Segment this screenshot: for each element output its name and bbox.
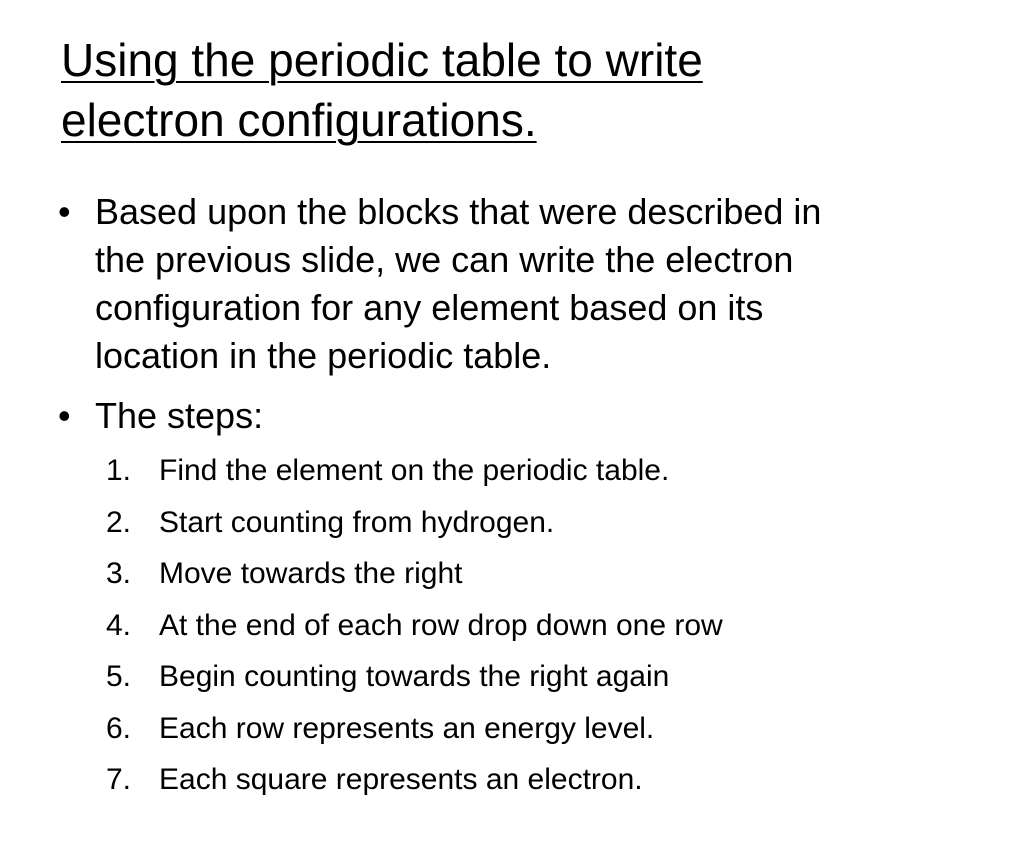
step-text: Move towards the right <box>159 557 463 590</box>
step-item-6 <box>0 708 1000 750</box>
step-number: 5. <box>106 660 132 693</box>
step-number: 1. <box>106 454 132 487</box>
bullet-marker: • <box>58 395 71 436</box>
bullet-list <box>0 188 1000 452</box>
step-item-7 <box>0 759 1000 801</box>
bullet-text-line: location in the periodic table. <box>95 335 552 376</box>
bullet-marker: • <box>58 191 71 232</box>
step-number: 2. <box>106 505 132 539</box>
slide-title <box>61 30 961 150</box>
bullet-item-steps <box>0 392 1000 440</box>
steps-list <box>0 450 1000 811</box>
step-item-4 <box>0 605 1000 647</box>
slide-title-line-1: Using the periodic table to write <box>61 34 703 86</box>
step-item-1 <box>0 450 1000 492</box>
bullet-text-line: The steps: <box>95 395 264 436</box>
step-text: Each square represents an electron. <box>159 763 643 796</box>
step-item-5 <box>0 656 1000 698</box>
bullet-text-line: the previous slide, we can write the electron <box>95 239 794 280</box>
bullet-text-line: configuration for any element based on its <box>95 287 764 328</box>
step-number: 7. <box>106 763 132 796</box>
step-text: Start counting from hydrogen. <box>159 505 555 539</box>
step-text: Begin counting towards the right again <box>159 660 670 693</box>
step-number: 4. <box>106 608 132 642</box>
step-number: 6. <box>106 711 132 745</box>
step-item-2 <box>0 502 1000 544</box>
step-item-3 <box>0 553 1000 595</box>
step-text: Each row represents an energy level. <box>159 711 655 745</box>
step-number: 3. <box>106 557 132 590</box>
bullet-text-line: Based upon the blocks that were described in <box>95 191 822 232</box>
step-text: Find the element on the periodic table. <box>159 454 670 487</box>
slide-title-line-2: electron configurations. <box>61 94 537 146</box>
step-text: At the end of each row drop down one row <box>159 608 723 642</box>
bullet-item-blocks <box>0 188 1000 380</box>
